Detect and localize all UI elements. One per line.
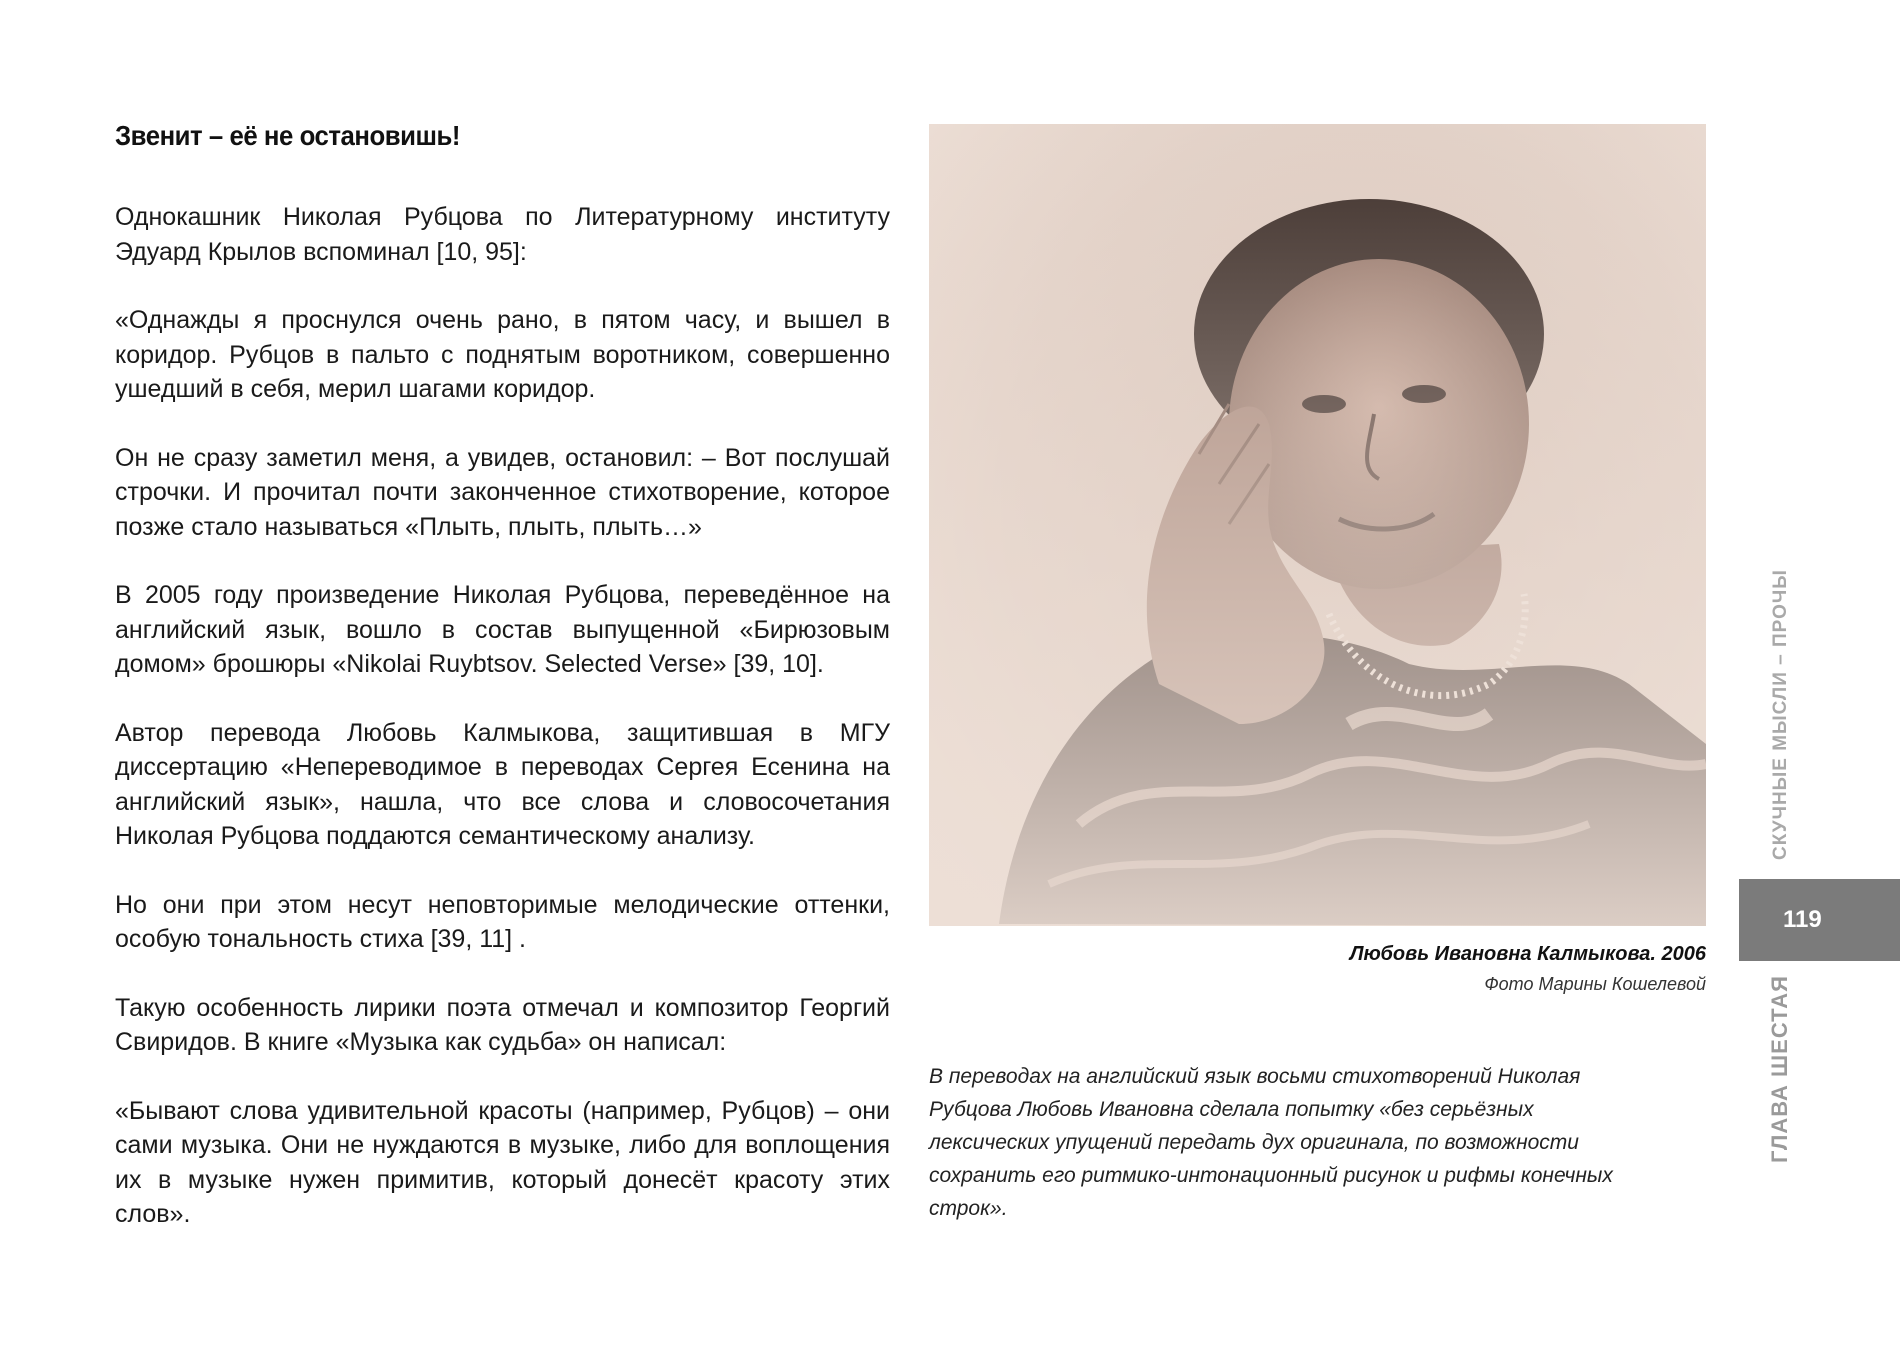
portrait-photo — [929, 124, 1706, 926]
article-paragraph: «Бывают слова удивительной красоты (например, Рубцов) – они сами музыка. Они не нуждаются в музыке, либо для воплощения их в музыке нужен примитив, который донесёт красоту этих слов». — [115, 1096, 890, 1228]
figure-caption-title: Любовь Ивановна Калмыкова. 2006 — [1349, 943, 1706, 965]
article-paragraph: «Однажды я проснулся очень рано, в пятом часу, и вышел в коридор. Рубцов в пальто с поднятым воротником, совершенно ушедший в себя, мерил шагами коридор. — [115, 306, 890, 403]
running-title: СКУЧНЫЕ МЫСЛИ – ПРОЧЫ — [1770, 569, 1791, 860]
figure-note: В переводах на английский язык восьми стихотворений Николая Рубцова Любовь Ивановна сделала попытку «без серьёзных лексических упущений передать дух оригинала, по возможности сохранить его ритмико-интонационный рисунок и рифмы конечных строк». — [929, 1065, 1613, 1220]
article-paragraph: Однокашник Николая Рубцова по Литературному институту Эдуард Крылов вспоминал [10, 95]: — [115, 203, 890, 266]
figure-caption-credit: Фото Марины Кошелевой — [1484, 974, 1706, 994]
page-number-tab — [1739, 879, 1900, 961]
page-number: 119 — [1783, 906, 1822, 933]
article-paragraph: В 2005 году произведение Николая Рубцова, переведённое на английский язык, вошло в состав выпущенной «Бирюзовым домом» брошюры «Nikolai Ruybtsov. Selected Verse» [39, 10]. — [115, 581, 890, 678]
portrait-illustration — [929, 124, 1706, 926]
chapter-title: ГЛАВА ШЕСТАЯ — [1767, 975, 1792, 1163]
article-body — [115, 200, 890, 1266]
article-paragraph: Он не сразу заметил меня, а увидев, остановил: – Вот послушай строчки. И прочитал почти законченное стихотворение, которое позже стало называться «Плыть, плыть, плыть…» — [115, 443, 890, 541]
article-paragraph: Но они при этом несут неповторимые мелодические оттенки, особую тональность стиха [39, 11] . — [115, 890, 890, 953]
article-heading: Звенит – её не остановишь! — [115, 120, 461, 151]
article-paragraph: Автор перевода Любовь Калмыкова, защитившая в МГУ диссертацию «Непереводимое в переводах Сергея Есенина на английский язык», нашла, что все слова и словосочетания Николая Рубцова поддаются семантическому анализу. — [115, 718, 890, 850]
article-paragraph: Такую особенность лирики поэта отмечал и композитор Георгий Свиридов. В книге «Музыка как судьба» он написал: — [115, 993, 890, 1056]
